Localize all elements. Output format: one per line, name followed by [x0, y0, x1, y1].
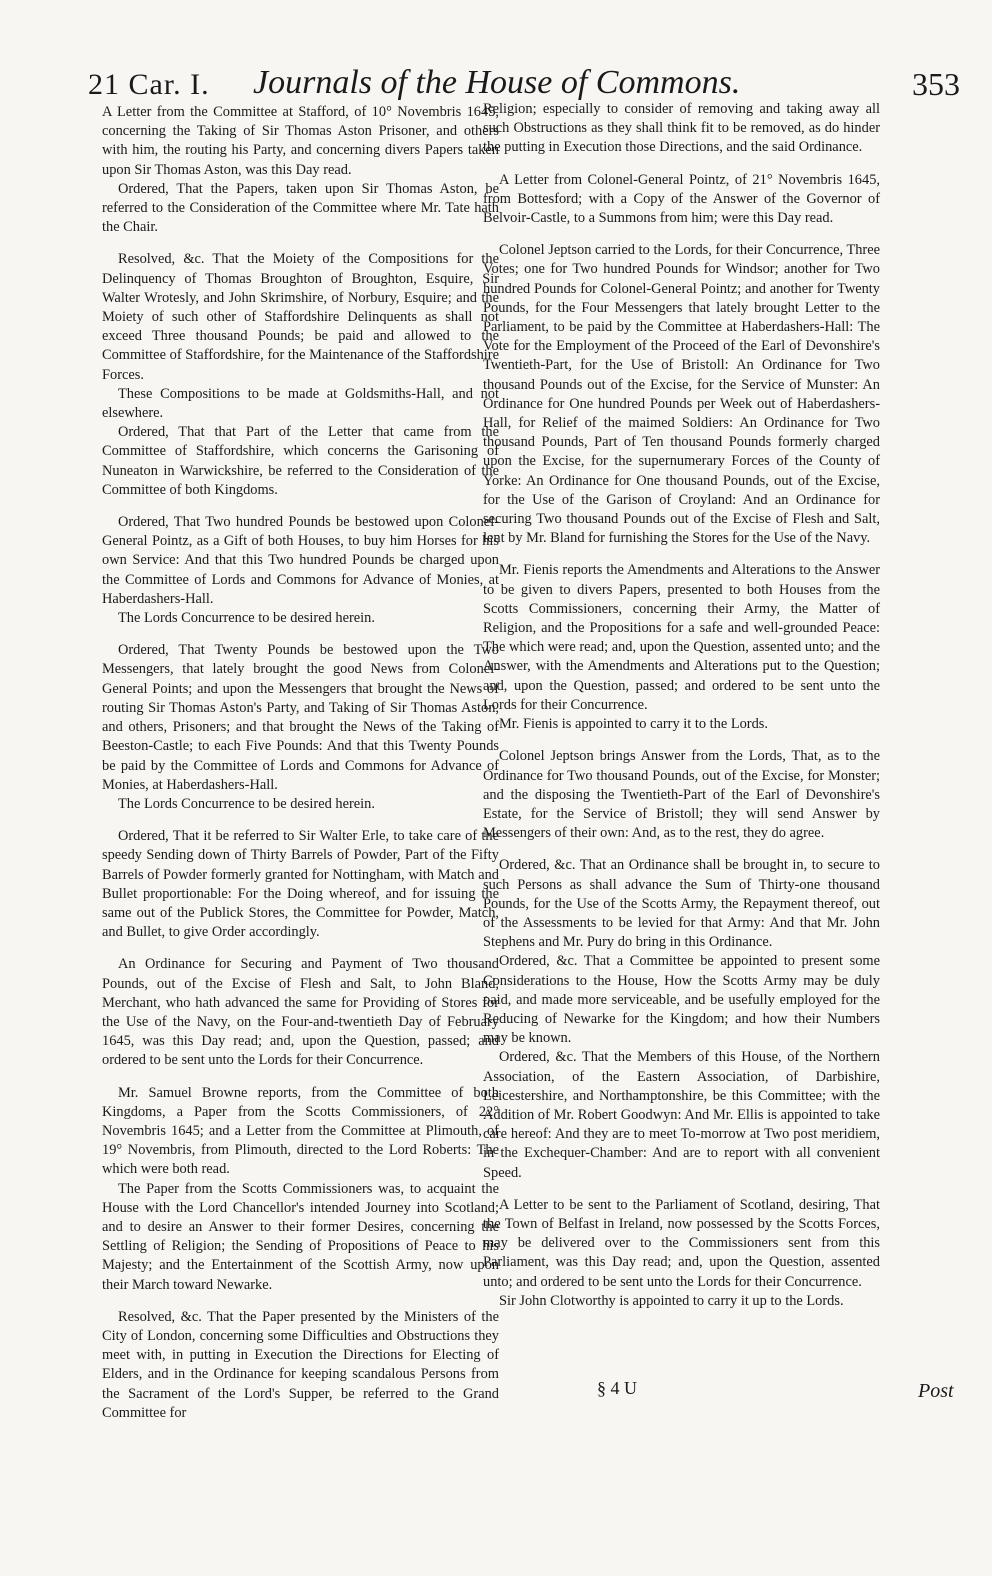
paragraph: A Letter from the Committee at Stafford, of 10° Novembris 1645, concerning the Taking of Sir Thomas Aston Prisoner, and others with him, the routing his Party, and concerning divers Papers taken upon Sir Thomas Aston, was this Day read.	[102, 104, 499, 178]
right-column	[483, 100, 880, 1311]
paragraph: Ordered, &c. That the Members of this House, of the Northern Association, of the Eastern Association, of Darbishire, Leicestershire, and Northamptonshire, be this Committee; with the Addition of Mr. Robert Goodwyn: And Mr. Ellis is appointed to take care hereof: And they are to meet To-morrow at Two post meridiem, in the Exchequer-Chamber: And are to report with all convenient Speed.	[483, 1049, 880, 1181]
paragraph: The Lords Concurrence to be desired herein.	[118, 795, 375, 812]
paragraph: Ordered, That that Part of the Letter that came from the Committee of Staffordshire, which concerns the Garisoning of Nuneaton in Warwickshire, be referred to the Consideration of the Committee of both Kingdoms.	[102, 424, 499, 498]
paragraph: Ordered, That it be referred to Sir Walter Erle, to take care of the speedy Sending down of Thirty Barrels of Powder, Part of the Fifty Barrels of Powder formerly granted for Nottingham, with Match and Bullet proportionable: For the Doing whereof, and for issuing the same out of the Publick Stores, the Committee for Powder, Match, and Bullet, to give Order accordingly.	[102, 828, 499, 941]
paragraph: Mr. Samuel Browne reports, from the Committee of both Kingdoms, a Paper from the Scotts Commissioners, of 22° Novembris 1645; and a Letter from the Committee at Plimouth, of 19° Novembris, from Plimouth, directed to the Lord Roberts: The which were both read.	[102, 1084, 499, 1178]
paragraph: Ordered, That Twenty Pounds be bestowed upon the Two Messengers, that lately brought the good News from Colonel-General Points; and upon the Messengers that brought the News of routing Sir Thomas Aston's Party, and Taking of Sir Thomas Aston, and others, Prisoners; and that brought the News of the Taking of Beeston-Castle; to each Five Pounds: And that this Twenty Pounds be paid by the Committee of Lords and Commons for Advance of Monies, at Haberdashers-Hall.	[102, 642, 499, 793]
paragraph: A Letter from Colonel-General Pointz, of 21° Novembris 1645, from Bottesford; with a Copy of the Answer of the Governor of Belvoir-Castle, to a Summons from him; were this Day read.	[483, 171, 880, 227]
running-title: Journals of the House of Commons.	[253, 64, 741, 101]
paragraph: Resolved, &c. That the Moiety of the Compositions for the Delinquency of Thomas Broughton of Broughton, Esquire, Sir Walter Wrotesly, and John Skrimshire, of Norbury, Esquire; and the Moiety of such other of Staffordshire Delinquents as shall not exceed Three thousand Pounds; be paid and allowed to the Committee of Staffordshire, for the Maintenance of the Staffordshire Forces.	[102, 251, 499, 383]
paragraph: A Letter to be sent to the Parliament of Scotland, desiring, That the Town of Belfast in Ireland, now possessed by the Scotts Forces, may be delivered over to the Commissioners sent from this Parliament, was this Day read; and, upon the Question, assented unto; and ordered to be sent unto the Lords for their Concurrence.	[483, 1196, 880, 1290]
paragraph: Ordered, &c. That an Ordinance shall be brought in, to secure to such Persons as shall advance the Sum of Thirty-one thousand Pounds, for the Use of the Scotts Army, the Repayment thereof, out of the Assessments to be levied for that Army: And that Mr. John Stephens and Mr. Pury do bring in this Ordinance.	[483, 857, 880, 951]
paragraph: Ordered, That the Papers, taken upon Sir Thomas Aston, be referred to the Consideration of the Committee where Mr. Tate hath the Chair.	[102, 180, 499, 236]
paragraph: Ordered, That Two hundred Pounds be bestowed upon Colonel-General Pointz, as a Gift of both Houses, to buy him Horses for his own Service: And that this Two hundred Pounds be charged upon the Committee of Lords and Commons for Advance of Monies, at Haberdashers-Hall.	[102, 514, 499, 607]
signature-mark: § 4 U	[597, 1378, 637, 1398]
paragraph: An Ordinance for Securing and Payment of Two thousand Pounds, out of the Excise of Flesh and Salt, to John Bland, Merchant, who hath advanced the same for Providing of Stores for the Use of the Navy, on the Four-and-twentieth Day of February 1645, was this Day read; and, upon the Question, passed; and ordered to be sent unto the Lords for their Concurrence.	[102, 956, 499, 1069]
page-number: 353	[912, 66, 960, 102]
regnal-year: 21 Car. I.	[88, 68, 210, 101]
paragraph: Mr. Fienis reports the Amendments and Alterations to the Answer to be given to divers Papers, presented to both Houses from the Scotts Commissioners, concerning their Army, the Matter of Religion, and the Propositions for a safe and well-grounded Peace: The which were read; and, upon the Question, assented unto; and the Answer, with the Amendments and Alterations put to the Question; and, upon the Question, passed; and ordered to be sent unto the Lords for their Concurrence.	[483, 562, 880, 713]
catchword: Post	[918, 1380, 954, 1402]
paragraph: Sir John Clotworthy is appointed to carry it up to the Lords.	[499, 1292, 844, 1309]
paragraph: These Compositions to be made at Goldsmiths-Hall, and not elsewhere.	[102, 385, 499, 422]
paragraph: The Paper from the Scotts Commissioners was, to acquaint the House with the Lord Chancellor's intended Journey into Scotland; and to desire an Answer to their former Desires, concerning the Settling of Religion; the Sending of Propositions of Peace to his Majesty; and the Entertainment of the Scottish Army, now upon their March toward Newarke.	[102, 1180, 499, 1293]
left-column	[102, 103, 499, 1423]
paragraph: The Lords Concurrence to be desired herein.	[118, 610, 375, 627]
paragraph: Religion; especially to consider of removing and taking away all such Obstructions as they shall think fit to be removed, as do hinder the putting in Execution those Directions, and the said Ordinance.	[483, 101, 880, 156]
paragraph: Colonel Jeptson carried to the Lords, for their Concurrence, Three Votes; one for Two hundred Pounds for Windsor; another for Two hundred Pounds for Colonel-General Pointz; and another for Twenty Pounds, for the Four Messengers that lately brought Letter to the Parliament, to be paid by the Committee at Haberdashers-Hall: The Vote for the Employment of the Proceed of the Earl of Devonshire's Twentieth-Part, for the Use of Bristoll: An Ordinance for Two thousand Pounds out of the Excise, for the Service of Munster: An Ordinance for One hundred Pounds per Week out of Haberdashers-Hall, for Relief of the maimed Soldiers: An Ordinance for Two thousand Pounds, Part of Ten thousand Pounds formerly charged upon the Excise, for the supernumerary Forces of the County of Yorke: An Ordinance for One thousand Pounds, out of the Excise, for the Use of the Garison of Croyland: And an Ordinance for securing Two thousand Pounds out of the Excise of Flesh and Salt, lent by Mr. Bland for furnishing the Stores for the Use of the Navy.	[483, 242, 880, 547]
paragraph: Resolved, &c. That the Paper presented by the Ministers of the City of London, concerning some Difficulties and Obstructions they meet with, in putting in Execution the Directions for Electing of Elders, and in the Ordinance for keeping scandalous Persons from the Sacrament of the Lord's Supper, be referred to the Grand Committee for	[102, 1308, 499, 1421]
paragraph: Mr. Fienis is appointed to carry it to the Lords.	[499, 716, 768, 733]
paragraph: Colonel Jeptson brings Answer from the Lords, That, as to the Ordinance for Two thousand Pounds, out of the Excise, for Monster; and the disposing the Twentieth-Part of the Earl of Devonshire's Estate, for the Service of Bristoll; they will send Answer by Messengers of their own: And, as to the rest, they do agree.	[483, 748, 880, 842]
paragraph: Ordered, &c. That a Committee be appointed to present some Considerations to the House, How the Scotts Army may be duly paid, and made more serviceable, and be usefully employed for the Reducing of Newarke for the Kingdom; and how their Numbers may be known.	[483, 953, 880, 1047]
